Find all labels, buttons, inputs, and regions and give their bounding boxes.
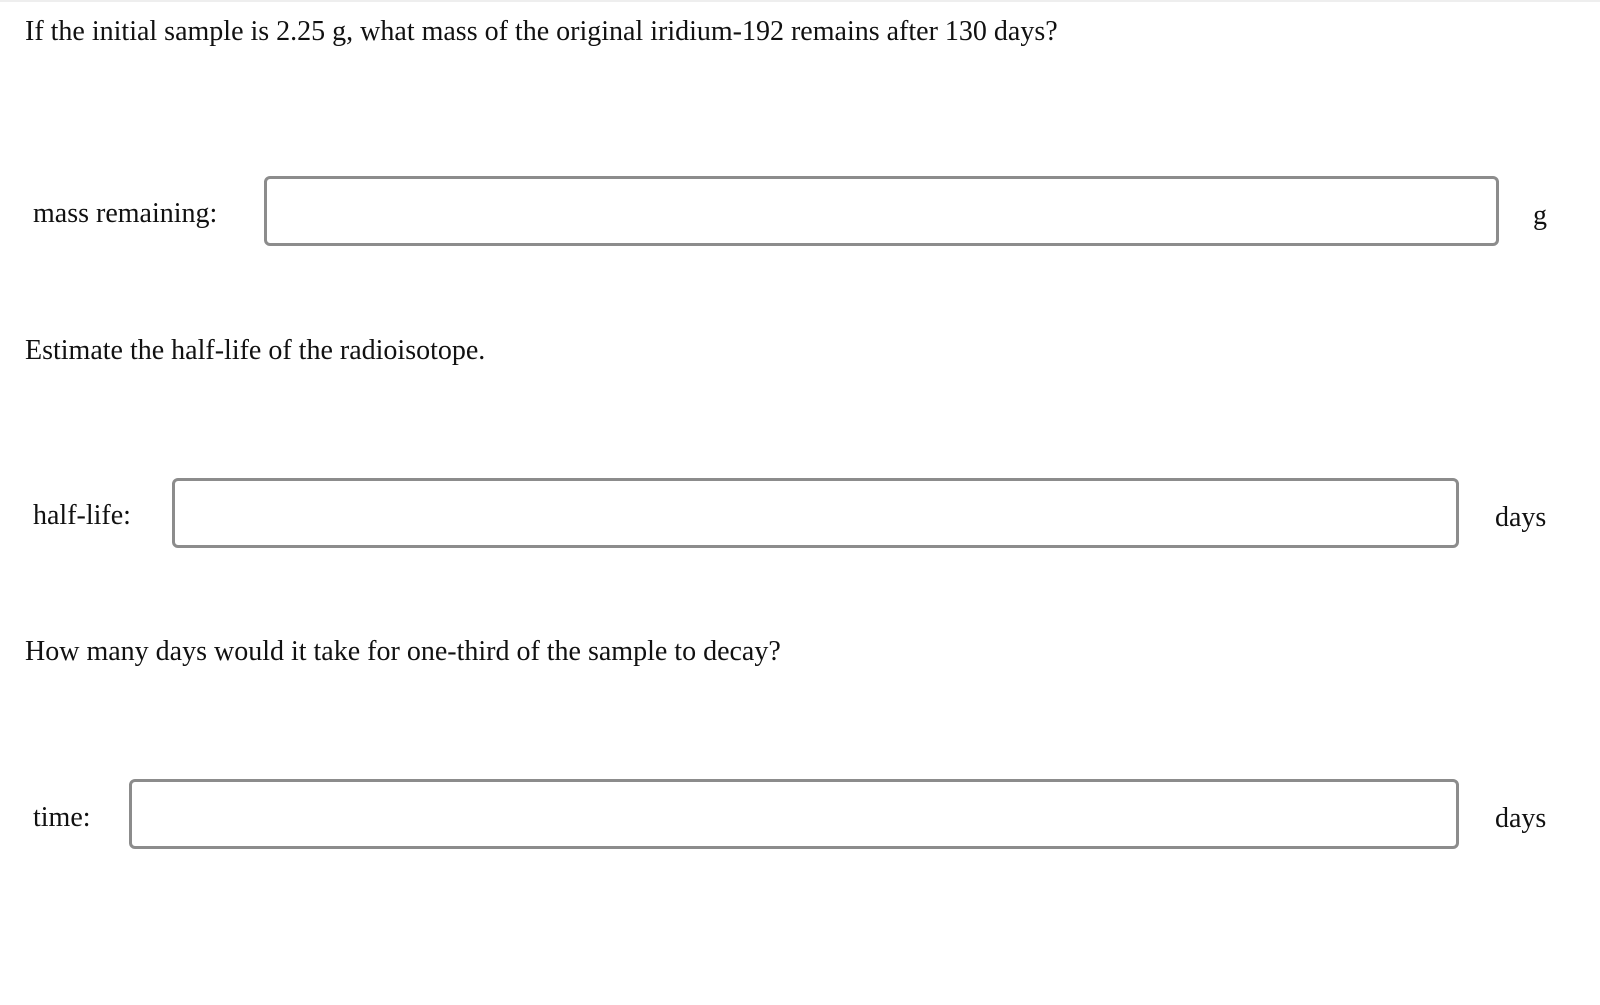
time-label: time: (33, 802, 91, 833)
mass-remaining-input[interactable] (264, 176, 1499, 246)
question-mass-remaining: If the initial sample is 2.25 g, what mass of the original iridium-192 remains after 130 days? (25, 16, 1058, 47)
half-life-unit: days (1495, 502, 1547, 533)
question-half-life: Estimate the half-life of the radioisotope. (25, 335, 486, 366)
mass-unit: g (1533, 200, 1547, 231)
time-input[interactable] (129, 779, 1459, 849)
half-life-label: half-life: (33, 500, 131, 531)
question-decay-time: How many days would it take for one-third of the sample to decay? (25, 636, 781, 667)
mass-remaining-label: mass remaining: (33, 198, 218, 229)
time-unit: days (1495, 803, 1547, 834)
top-divider (0, 0, 1600, 2)
half-life-input[interactable] (172, 478, 1459, 548)
